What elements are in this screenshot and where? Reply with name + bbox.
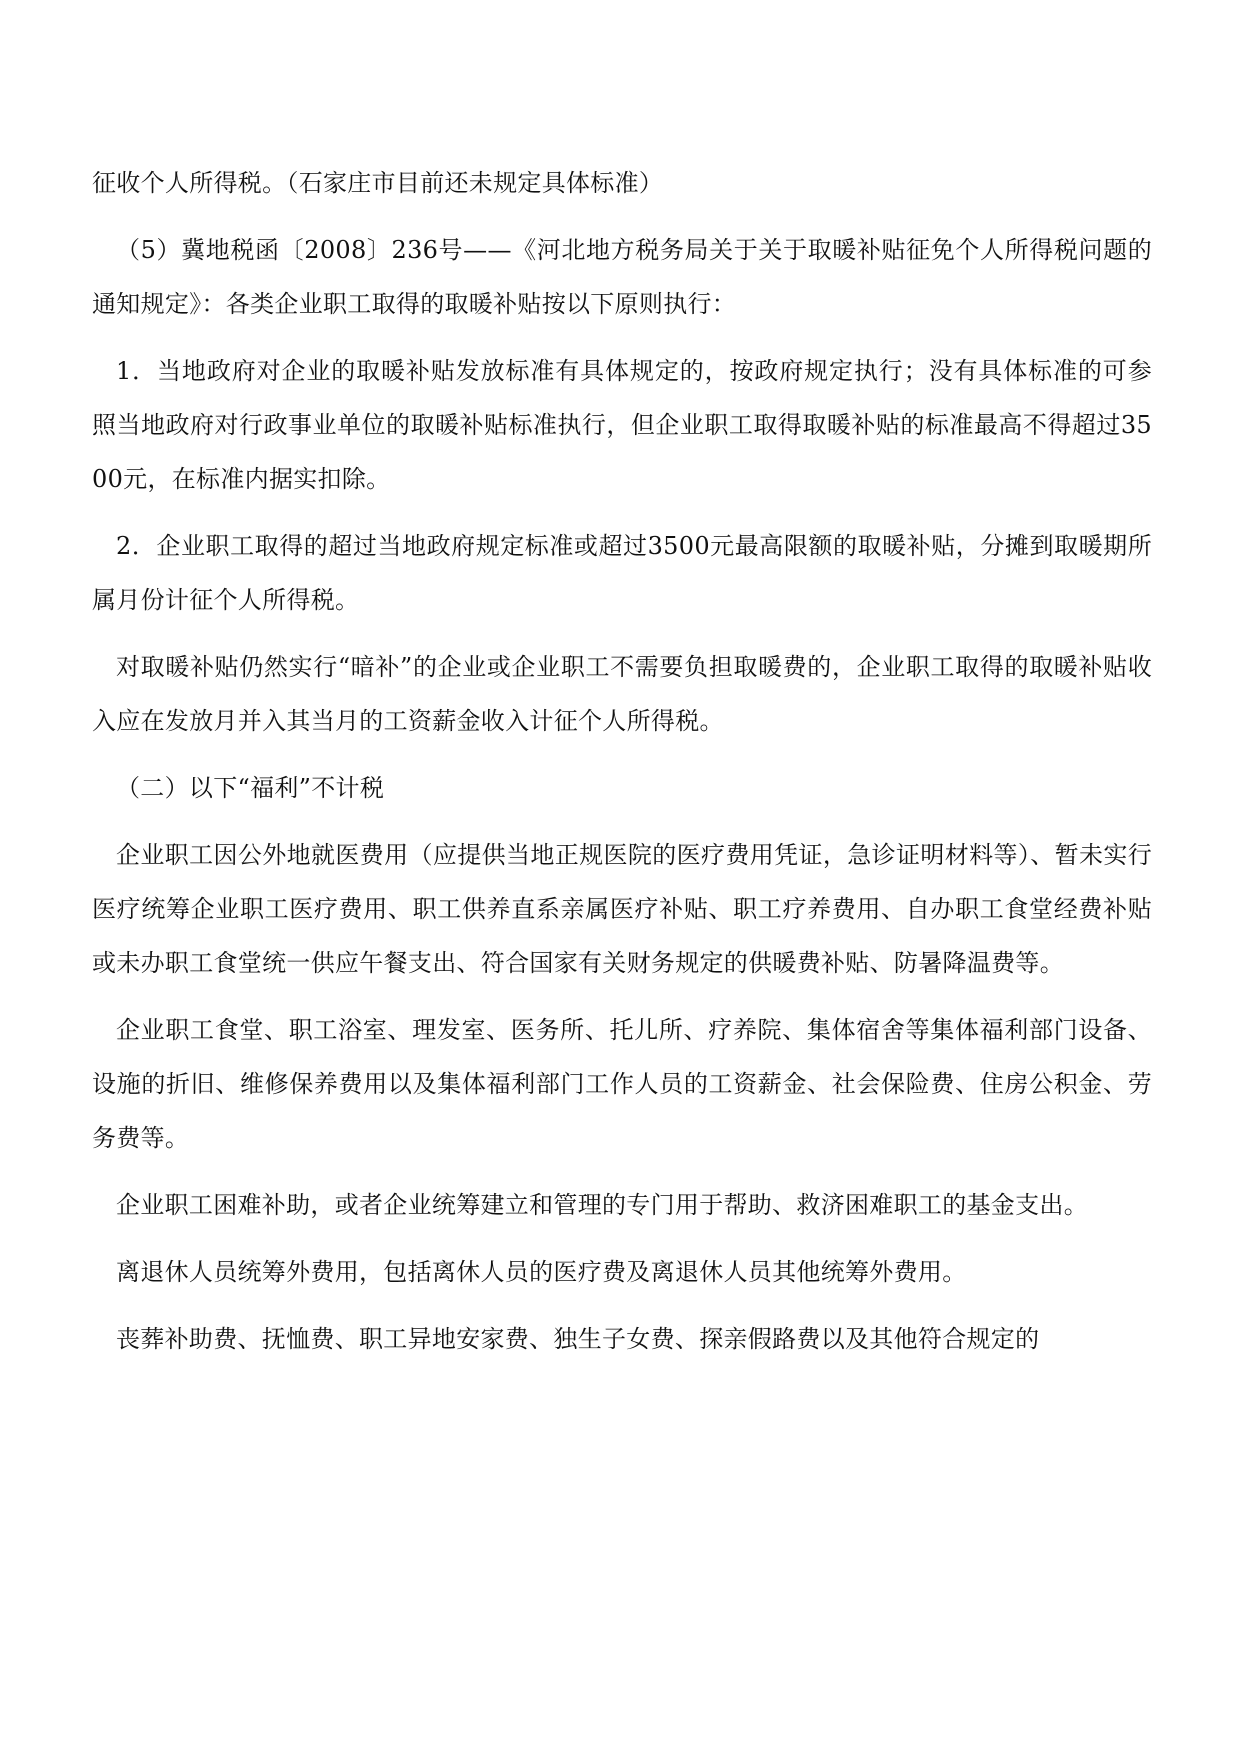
paragraph-medical-expenses: 企业职工因公外地就医费用（应提供当地正规医院的医疗费用凭证，急诊证明材料等）、暂未实行医疗统筹企业职工医疗费用、职工供养直系亲属医疗补贴、职工疗养费用、自办职工食堂经费补贴或未办职工食堂统一供应午餐支出、符合国家有关财务规定的供暖费补贴、防暑降温费等。 bbox=[92, 841, 1152, 977]
paragraph-retiree-expenses: 离退休人员统筹外费用，包括离休人员的医疗费及离退休人员其他统筹外费用。 bbox=[116, 1258, 967, 1286]
paragraph-heating-tax-note: 征收个人所得税。（石家庄市目前还未规定具体标准） bbox=[92, 169, 664, 197]
paragraph-rule-2: 2．企业职工取得的超过当地政府规定标准或超过3500元最高限额的取暖补贴，分摊到取暖期所属月份计征个人所得税。 bbox=[92, 532, 1152, 614]
paragraph-rule-1: 1．当地政府对企业的取暖补贴发放标准有具体规定的，按政府规定执行；没有具体标准的可参照当地政府对行政事业单位的取暖补贴标准执行，但企业职工取得取暖补贴的标准最高不得超过3500元，在标准内据实扣除。 bbox=[92, 357, 1152, 493]
paragraph-hardship-aid: 企业职工困难补助，或者企业统筹建立和管理的专门用于帮助、救济困难职工的基金支出。 bbox=[116, 1191, 1088, 1219]
document-body bbox=[92, 156, 1152, 1366]
paragraph-funeral-allowance: 丧葬补助费、抚恤费、职工异地安家费、独生子女费、探亲假路费以及其他符合规定的 bbox=[116, 1325, 1040, 1353]
section-heading-non-taxable-welfare: （二）以下“福利”不计税 bbox=[116, 774, 385, 802]
paragraph-hidden-subsidy: 对取暖补贴仍然实行“暗补”的企业或企业职工不需要负担取暖费的，企业职工取得的取暖补贴收入应在发放月并入其当月的工资薪金收入计征个人所得税。 bbox=[92, 653, 1152, 735]
paragraph-collective-welfare: 企业职工食堂、职工浴室、理发室、医务所、托儿所、疗养院、集体宿舍等集体福利部门设备、设施的折旧、维修保养费用以及集体福利部门工作人员的工资薪金、社会保险费、住房公积金、劳务费等。 bbox=[92, 1016, 1152, 1152]
paragraph-hebei-tax-notice: （5）冀地税函〔2008〕236号——《河北地方税务局关于关于取暖补贴征免个人所得税问题的通知规定》：各类企业职工取得的取暖补贴按以下原则执行： bbox=[92, 236, 1152, 318]
